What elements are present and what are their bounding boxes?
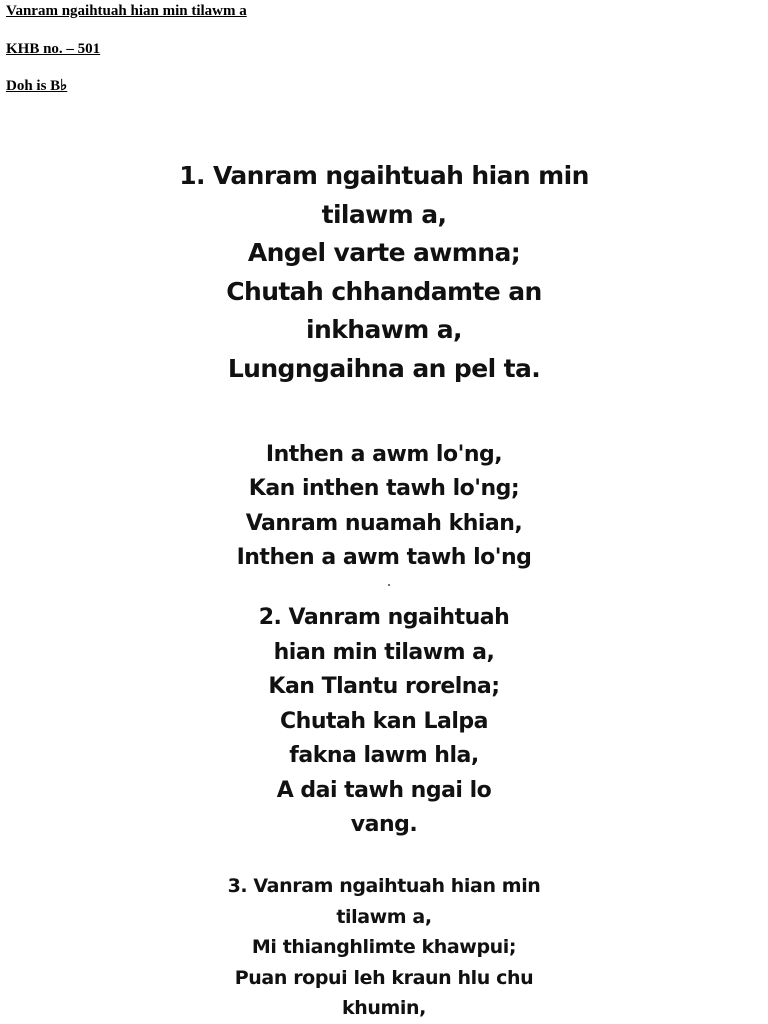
- lyric-line: Puan ropui leh kraun hlu chu: [234, 966, 534, 989]
- lyric-line: 2. Vanram ngaihtuah: [258, 605, 510, 630]
- hymn-number: KHB no. – 501: [6, 41, 101, 57]
- lyric-line: Vanram nuamah khian,: [245, 510, 523, 536]
- lyric-line: 3. Vanram ngaihtuah hian min: [227, 875, 541, 897]
- stray-dot: [388, 584, 390, 586]
- lyric-line: khumin,: [342, 997, 426, 1020]
- lyric-line: Inthen a awm lo'ng,: [265, 442, 503, 467]
- lyric-line: fakna lawm hla,: [289, 743, 479, 768]
- lyric-line: 1. Vanram ngaihtuah hian min: [179, 161, 589, 190]
- lyric-line: Kan inthen tawh lo'ng;: [248, 476, 520, 502]
- lyric-line: tilawm a,: [321, 199, 447, 229]
- chorus: [0, 438, 768, 575]
- lyric-line: A dai tawh ngai lo: [276, 777, 492, 803]
- stanza-2: [0, 601, 768, 843]
- lyric-line: Kan Tlantu rorelna;: [268, 674, 500, 699]
- lyric-line: Angel varte awmna;: [247, 238, 521, 267]
- lyric-line: Chutah kan Lalpa: [280, 708, 488, 734]
- lyric-line: vang.: [350, 812, 418, 837]
- lyric-line: Mi thianghlimte khawpui;: [251, 936, 517, 959]
- lyric-line: Chutah chhandamte an: [226, 276, 542, 306]
- lyric-line: inkhawm a,: [306, 315, 462, 344]
- stanza-3: [0, 871, 768, 1024]
- lyric-line: tilawm a,: [336, 905, 432, 928]
- hymn-key: Doh is B♭: [6, 78, 68, 94]
- lyric-line: Lungngaihna an pel ta.: [227, 353, 541, 383]
- lyric-line: Inthen a awm tawh lo'ng: [236, 544, 532, 570]
- lyric-line: hian min tilawm a,: [273, 639, 495, 665]
- stanza-1: [0, 157, 768, 388]
- hymn-title: Vanram ngaihtuah hian min tilawm a: [6, 3, 247, 19]
